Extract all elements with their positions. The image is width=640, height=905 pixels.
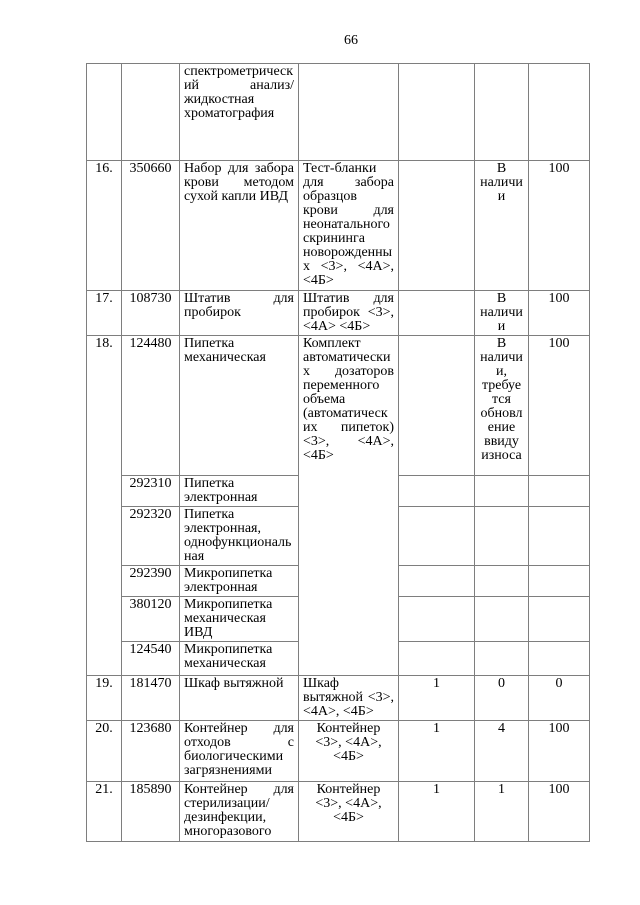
- description-cell: Штатив для пробирок <3>, <4А> <4Б>: [299, 291, 399, 336]
- name-cell: Штатив для пробирок: [180, 291, 299, 336]
- availability-cell: 1: [475, 782, 529, 842]
- name-cell: спектрометрический анализ/жидкостная хроматография: [180, 64, 299, 161]
- table-row-17: [87, 291, 590, 336]
- name-cell: Шкаф вытяжной: [180, 676, 299, 721]
- availability-cell: [475, 642, 529, 676]
- name-cell: Пипетка механическая: [180, 336, 299, 476]
- row-number-cell: 20.: [87, 721, 122, 782]
- name-cell: Контейнер для отходов с биологическими загрязнениями: [180, 721, 299, 782]
- name-cell: Микропипетка механическая: [180, 642, 299, 676]
- percent-cell: [529, 64, 590, 161]
- availability-cell: [475, 597, 529, 642]
- page-number: 66: [344, 33, 358, 48]
- percent-cell: 100: [529, 782, 590, 842]
- code-cell: 124480: [122, 336, 180, 476]
- availability-cell: [475, 64, 529, 161]
- code-cell: 185890: [122, 782, 180, 842]
- availability-cell: В наличии: [475, 291, 529, 336]
- row-number-cell: 18.: [87, 336, 122, 676]
- availability-cell: [475, 476, 529, 507]
- availability-cell: 0: [475, 676, 529, 721]
- name-cell: Микропипетка механическая ИВД: [180, 597, 299, 642]
- quantity-cell: [399, 291, 475, 336]
- availability-cell: В наличии, требуется обновление ввиду износа: [475, 336, 529, 476]
- quantity-cell: [399, 336, 475, 476]
- percent-cell: 100: [529, 291, 590, 336]
- quantity-cell: [399, 642, 475, 676]
- description-cell: Контейнер <3>, <4А>, <4Б>: [299, 782, 399, 842]
- percent-cell: 100: [529, 721, 590, 782]
- code-cell: 350660: [122, 161, 180, 291]
- code-cell: 292310: [122, 476, 180, 507]
- equipment-table: [86, 63, 590, 842]
- code-cell: 292390: [122, 566, 180, 597]
- availability-cell: [475, 566, 529, 597]
- row-number-cell: 19.: [87, 676, 122, 721]
- quantity-cell: 1: [399, 721, 475, 782]
- table-row-19: [87, 676, 590, 721]
- description-cell: Шкаф вытяжной <3>, <4А>, <4Б>: [299, 676, 399, 721]
- availability-cell: [475, 507, 529, 566]
- table-row-21: [87, 782, 590, 842]
- row-number-cell: [87, 64, 122, 161]
- quantity-cell: [399, 507, 475, 566]
- availability-cell: 4: [475, 721, 529, 782]
- code-cell: 124540: [122, 642, 180, 676]
- quantity-cell: [399, 161, 475, 291]
- percent-cell: 100: [529, 161, 590, 291]
- table-row-continuation: [87, 64, 590, 161]
- quantity-cell: 1: [399, 676, 475, 721]
- table-row-16: [87, 161, 590, 291]
- percent-cell: [529, 642, 590, 676]
- row-number-cell: 16.: [87, 161, 122, 291]
- description-cell: [299, 64, 399, 161]
- name-cell: Набор для забора крови методом сухой капли ИВД: [180, 161, 299, 291]
- code-cell: 292320: [122, 507, 180, 566]
- percent-cell: 0: [529, 676, 590, 721]
- percent-cell: 100: [529, 336, 590, 476]
- name-cell: Микропипетка электронная: [180, 566, 299, 597]
- row-number-cell: 17.: [87, 291, 122, 336]
- table-row-20: [87, 721, 590, 782]
- name-cell: Пипетка электронная: [180, 476, 299, 507]
- percent-cell: [529, 476, 590, 507]
- code-cell: 108730: [122, 291, 180, 336]
- percent-cell: [529, 566, 590, 597]
- code-cell: 181470: [122, 676, 180, 721]
- name-cell: Контейнер для стерилизации/дезинфекции, многоразового: [180, 782, 299, 842]
- row-number-cell: 21.: [87, 782, 122, 842]
- percent-cell: [529, 507, 590, 566]
- code-cell: [122, 64, 180, 161]
- quantity-cell: [399, 566, 475, 597]
- quantity-cell: [399, 476, 475, 507]
- quantity-cell: [399, 64, 475, 161]
- code-cell: 123680: [122, 721, 180, 782]
- quantity-cell: [399, 597, 475, 642]
- description-cell: Контейнер <3>, <4А>, <4Б>: [299, 721, 399, 782]
- description-cell: Комплект автоматических дозаторов переменного объема (автоматических пипеток) <3>, <4А>, <4Б>: [299, 336, 399, 676]
- table-row-18: [87, 336, 590, 476]
- description-cell: Тест-бланки для забора образцов крови для неонатального скрининга новорожденных <3>, <4А>, <4Б>: [299, 161, 399, 291]
- name-cell: Пипетка электронная, однофункциональная: [180, 507, 299, 566]
- quantity-cell: 1: [399, 782, 475, 842]
- code-cell: 380120: [122, 597, 180, 642]
- availability-cell: В наличии: [475, 161, 529, 291]
- percent-cell: [529, 597, 590, 642]
